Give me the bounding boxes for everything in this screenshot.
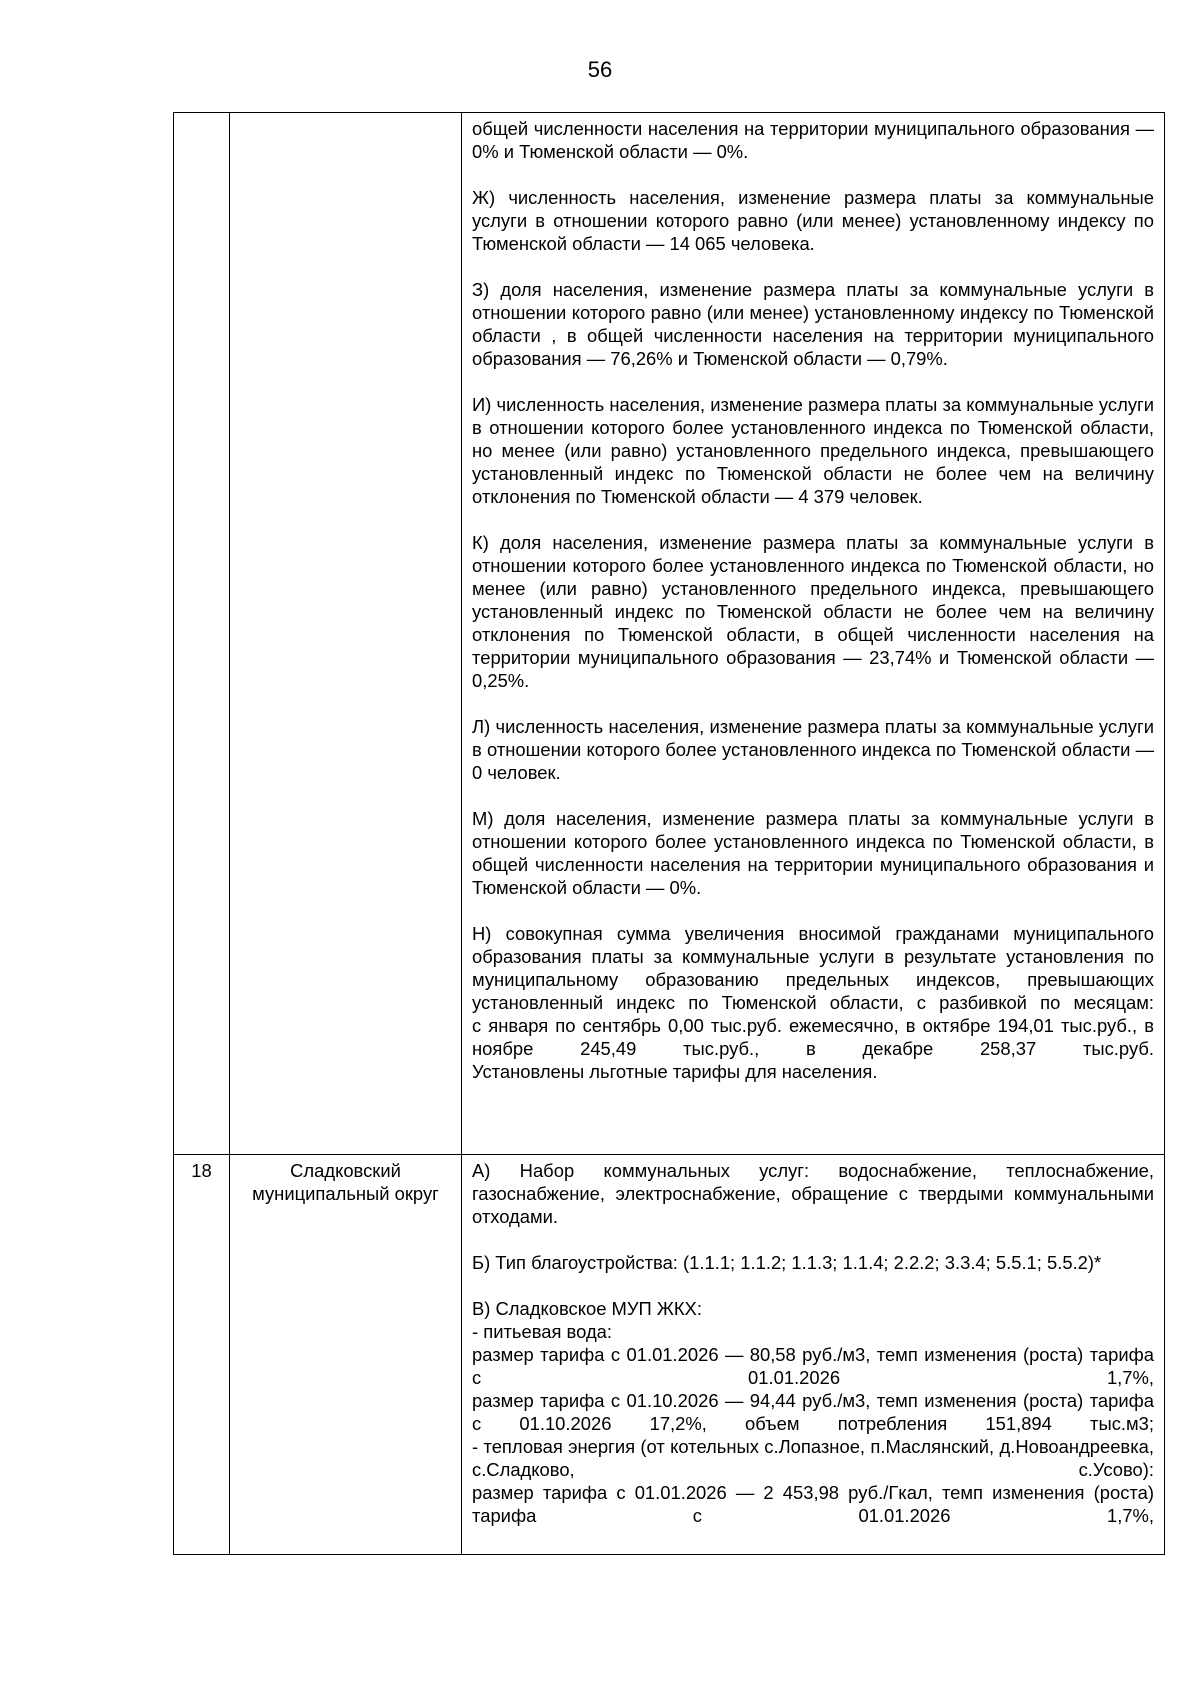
details-cell <box>462 1155 1165 1555</box>
text-line: размер тарифа с 01.01.2026 — 80,58 руб./м3, темп изменения (роста) тарифа с 01.01.2026 1,7%, <box>472 1344 1154 1388</box>
text-line: Н) совокупная сумма увеличения вносимой гражданами муниципального образования платы за коммунальные услуги в результате установления по муниципальному образованию предельных индексов, превышающих установленный индекс по Тюменской области, с разбивкой по месяцам: <box>472 923 1154 1013</box>
text-line: размер тарифа с 01.10.2026 — 94,44 руб./м3, темп изменения (роста) тарифа с 01.10.2026 17,2%, объем потребления 151,894 тыс.м3; <box>472 1390 1154 1434</box>
paragraph-e-cont: общей численности населения на территории муниципального образования — 0% и Тюменской области — 0%. <box>472 118 1154 162</box>
paragraph-z: З) доля населения, изменение размера платы за коммунальные услуги в отношении которого равно (или менее) установленному индексу по Тюменской области , в общей численности населения на территории муниципального образования — 76,26% и Тюменской области — 0,79%. <box>472 279 1154 369</box>
paragraph-a: А) Набор коммунальных услуг: водоснабжение, теплоснабжение, газоснабжение, электроснабжение, обращение с твердыми коммунальными отходами. <box>472 1160 1154 1227</box>
paragraph-k: К) доля населения, изменение размера платы за коммунальные услуги в отношении которого более установленного индекса по Тюменской области, но менее (или равно) установленного предельного индекса, превышающего установленный индекс по Тюменской области не более чем на величину отклонения по Тюменской области, в общей численности населения на территории муниципального образования — 23,74% и Тюменской области — 0,25%. <box>472 532 1154 691</box>
paragraph-v <box>472 1297 1154 1527</box>
paragraph-n <box>472 922 1154 1083</box>
text-line: - тепловая энергия (от котельных с.Лопазное, п.Маслянский, д.Новоандреевка, с.Сладково, с.Усово): <box>472 1436 1154 1480</box>
row-number-cell <box>174 113 230 1155</box>
table-row <box>174 113 1165 1155</box>
municipality-name-cell: Сладковский муниципальный округ <box>230 1155 462 1555</box>
text-line: - питьевая вода: <box>472 1321 613 1342</box>
text-line: Установлены льготные тарифы для населения. <box>472 1061 878 1082</box>
page-number: 56 <box>587 57 613 82</box>
paragraph-i: И) численность населения, изменение размера платы за коммунальные услуги в отношении которого более установленного индекса по Тюменской области, но менее (или равно) установленного предельного индекса, превышающего установленный индекс по Тюменской области не более чем на величину отклонения по Тюменской области — 4 379 человек. <box>472 394 1154 507</box>
paragraph-m: М) доля населения, изменение размера платы за коммунальные услуги в отношении которого более установленного индекса по Тюменской области, в общей численности населения на территории муниципального образования и Тюменской области — 0%. <box>472 808 1154 898</box>
text-line: с января по сентябрь 0,00 тыс.руб. ежемесячно, в октябре 194,01 тыс.руб., в ноябре 245,49 тыс.руб., в декабре 258,37 тыс.руб. <box>472 1015 1154 1059</box>
row-number-cell: 18 <box>174 1155 230 1555</box>
details-cell <box>462 113 1165 1155</box>
table-row <box>174 1155 1165 1555</box>
paragraph-b: Б) Тип благоустройства: (1.1.1; 1.1.2; 1.1.3; 1.1.4; 2.2.2; 3.3.4; 5.5.1; 5.5.2)* <box>472 1252 1102 1273</box>
paragraph-l: Л) численность населения, изменение размера платы за коммунальные услуги в отношении которого более установленного индекса по Тюменской области — 0 человек. <box>472 716 1154 783</box>
paragraph-zh: Ж) численность населения, изменение размера платы за коммунальные услуги в отношении которого равно (или менее) установленному индексу по Тюменской области — 14 065 человека. <box>472 187 1154 254</box>
text-line: В) Сладковское МУП ЖКХ: <box>472 1298 702 1319</box>
text-line: размер тарифа с 01.01.2026 — 2 453,98 руб./Гкал, темп изменения (роста) тарифа с 01.01.2026 1,7%, <box>472 1482 1154 1526</box>
municipality-name-cell <box>230 113 462 1155</box>
tariff-table <box>173 112 1165 1555</box>
